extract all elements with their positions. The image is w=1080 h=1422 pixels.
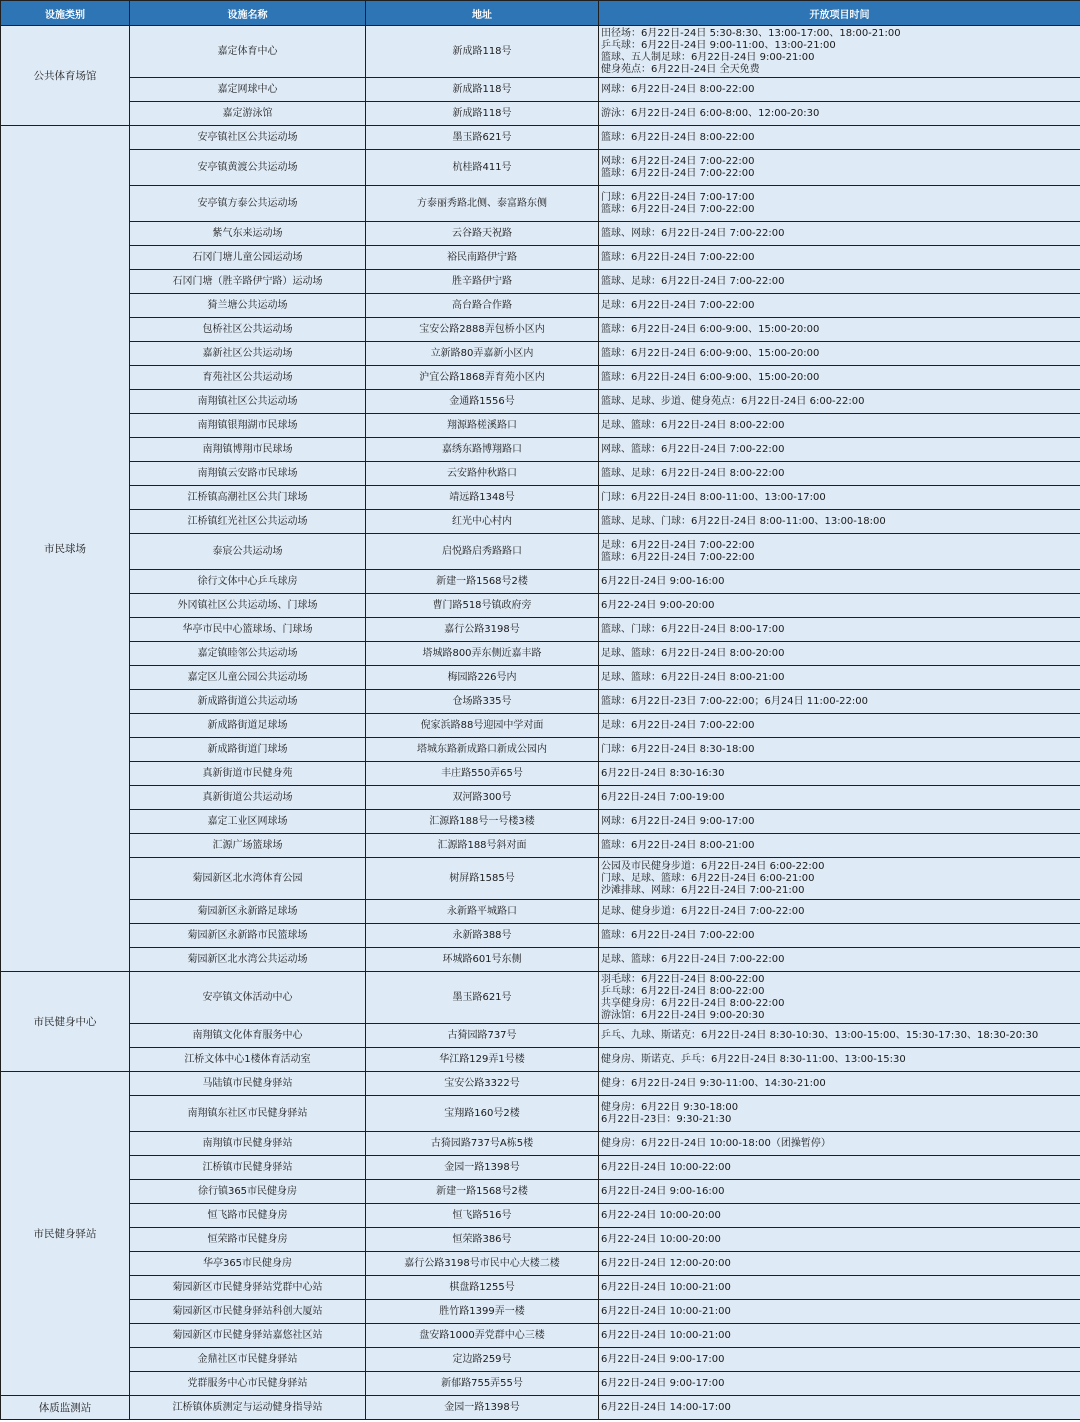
- address-cell: 恒荣路386号: [366, 1228, 599, 1252]
- address-cell: 塔城东路新成路口新成公园内: [366, 738, 599, 762]
- table-row: [1, 948, 1080, 972]
- address-cell: 新成路118号: [366, 26, 599, 78]
- schedule-cell: [599, 414, 1080, 438]
- schedule-cell: [599, 1252, 1080, 1276]
- category-cell: 体质监测站: [1, 1396, 130, 1420]
- schedule-line: 6月22日-24日 9:00-17:00: [601, 1353, 725, 1365]
- table-row: [1, 618, 1080, 642]
- schedule-cell: [599, 1072, 1080, 1096]
- table-row: [1, 126, 1080, 150]
- address-cell: 宝翔路160号2楼: [366, 1096, 599, 1132]
- schedule-line: 沙滩排球、网球：6月22日-24日 7:00-21:00: [601, 884, 805, 896]
- schedule-cell: [599, 186, 1080, 222]
- schedule-cell: [599, 972, 1080, 1024]
- schedule-cell: [599, 786, 1080, 810]
- schedule-line: 乒乓球：6月22日-24日 8:00-22:00: [601, 985, 765, 997]
- table-row: [1, 1252, 1080, 1276]
- schedule-line: 健身：6月22日-24日 9:30-11:00、14:30-21:00: [601, 1077, 826, 1089]
- address-cell: 云安路仲秋路口: [366, 462, 599, 486]
- table-row: [1, 1156, 1080, 1180]
- schedule-cell: [599, 342, 1080, 366]
- table-row: [1, 972, 1080, 1024]
- facility-name-cell: 南翔镇市民健身驿站: [130, 1132, 366, 1156]
- schedule-line: 6月22日-24日 12:00-20:00: [601, 1257, 731, 1269]
- table-row: [1, 1348, 1080, 1372]
- address-cell: 云谷路天祝路: [366, 222, 599, 246]
- header-name: 设施名称: [130, 1, 366, 26]
- facility-name-cell: 马陆镇市民健身驿站: [130, 1072, 366, 1096]
- schedule-cell: [599, 948, 1080, 972]
- facility-name-cell: 真新街道市民健身苑: [130, 762, 366, 786]
- schedule-line: 共享健身房：6月22日-24日 8:00-22:00: [601, 997, 785, 1009]
- address-cell: 双河路300号: [366, 786, 599, 810]
- schedule-line: 6月22-24日 10:00-20:00: [601, 1233, 721, 1245]
- facility-name-cell: 猗兰塘公共运动场: [130, 294, 366, 318]
- facility-name-cell: 恒荣路市民健身房: [130, 1228, 366, 1252]
- schedule-cell: [599, 1228, 1080, 1252]
- schedule-line: 篮球：6月22日-24日 7:00-22:00: [601, 167, 755, 179]
- address-cell: 棋盘路1255号: [366, 1276, 599, 1300]
- facility-name-cell: 嘉定区儿童公园公共运动场: [130, 666, 366, 690]
- schedule-cell: [599, 1324, 1080, 1348]
- schedule-line: 网球：6月22日-24日 7:00-22:00: [601, 155, 755, 167]
- address-cell: 金园一路1398号: [366, 1156, 599, 1180]
- address-cell: 梅园路226号内: [366, 666, 599, 690]
- facility-name-cell: 石冈门塘儿童公园运动场: [130, 246, 366, 270]
- schedule-cell: [599, 570, 1080, 594]
- table-row: [1, 294, 1080, 318]
- category-cell: 市民球场: [1, 126, 130, 972]
- schedule-cell: [599, 102, 1080, 126]
- schedule-cell: [599, 486, 1080, 510]
- address-cell: 新成路118号: [366, 102, 599, 126]
- table-row: [1, 78, 1080, 102]
- facility-name-cell: 包桥社区公共运动场: [130, 318, 366, 342]
- schedule-cell: [599, 1276, 1080, 1300]
- table-row: [1, 186, 1080, 222]
- facility-name-cell: 江桥镇红光社区公共运动场: [130, 510, 366, 534]
- table-row: [1, 1228, 1080, 1252]
- facility-name-cell: 外冈镇社区公共运动场、门球场: [130, 594, 366, 618]
- address-cell: 塔城路800弄东侧近嘉丰路: [366, 642, 599, 666]
- schedule-cell: [599, 738, 1080, 762]
- facility-name-cell: 南翔镇东社区市民健身驿站: [130, 1096, 366, 1132]
- facility-name-cell: 石冈门塘（胜辛路伊宁路）运动场: [130, 270, 366, 294]
- schedule-line: 6月22日-24日 14:00-17:00: [601, 1401, 731, 1413]
- table-row: [1, 1204, 1080, 1228]
- address-cell: 宝安公路3322号: [366, 1072, 599, 1096]
- facility-name-cell: 新成路街道门球场: [130, 738, 366, 762]
- schedule-cell: [599, 78, 1080, 102]
- schedule-line: 足球：6月22日-24日 7:00-22:00: [601, 719, 755, 731]
- table-row: [1, 858, 1080, 900]
- address-cell: 墨玉路621号: [366, 972, 599, 1024]
- address-cell: 胜竹路1399弄一楼: [366, 1300, 599, 1324]
- table-row: [1, 1372, 1080, 1396]
- schedule-line: 足球、篮球：6月22日-24日 7:00-22:00: [601, 953, 785, 965]
- address-cell: 嘉行公路3198号: [366, 618, 599, 642]
- schedule-line: 游泳：6月22日-24日 6:00-8:00、12:00-20:30: [601, 107, 820, 119]
- facility-name-cell: 江桥镇体质测定与运动健身指导站: [130, 1396, 366, 1420]
- schedule-cell: [599, 366, 1080, 390]
- facility-name-cell: 嘉新社区公共运动场: [130, 342, 366, 366]
- schedule-line: 6月22日-24日 10:00-21:00: [601, 1305, 731, 1317]
- header-hours: 开放项目时间: [599, 1, 1080, 26]
- table-row: [1, 270, 1080, 294]
- table-row: [1, 834, 1080, 858]
- address-cell: 丰庄路550弄65号: [366, 762, 599, 786]
- category-cell: 公共体育场馆: [1, 26, 130, 126]
- table-row: [1, 690, 1080, 714]
- table-row: [1, 1276, 1080, 1300]
- schedule-line: 篮球：6月22日-24日 7:00-22:00: [601, 929, 755, 941]
- table-row: [1, 1048, 1080, 1072]
- table-row: [1, 924, 1080, 948]
- schedule-line: 6月22日-24日 7:00-19:00: [601, 791, 725, 803]
- facility-name-cell: 南翔镇云安路市民球场: [130, 462, 366, 486]
- address-cell: 倪家浜路88号迎园中学对面: [366, 714, 599, 738]
- address-cell: 沪宜公路1868弄育苑小区内: [366, 366, 599, 390]
- schedule-cell: [599, 294, 1080, 318]
- schedule-cell: [599, 510, 1080, 534]
- table-row: [1, 1180, 1080, 1204]
- schedule-cell: [599, 270, 1080, 294]
- address-cell: 杭桂路411号: [366, 150, 599, 186]
- address-cell: 环城路601号东侧: [366, 948, 599, 972]
- table-row: [1, 462, 1080, 486]
- schedule-line: 乒乓球：6月22日-24日 9:00-11:00、13:00-21:00: [601, 39, 836, 51]
- schedule-line: 篮球：6月22日-24日 7:00-22:00: [601, 251, 755, 263]
- table-row: [1, 1096, 1080, 1132]
- schedule-line: 篮球：6月22日-24日 6:00-9:00、15:00-20:00: [601, 371, 820, 383]
- address-cell: 红光中心村内: [366, 510, 599, 534]
- facility-name-cell: 育苑社区公共运动场: [130, 366, 366, 390]
- facility-name-cell: 江桥镇高潮社区公共门球场: [130, 486, 366, 510]
- schedule-line: 健身房：6月22日 9:30-18:00: [601, 1101, 739, 1113]
- table-row: [1, 1396, 1080, 1420]
- address-cell: 盘安路1000弄党群中心三楼: [366, 1324, 599, 1348]
- schedule-line: 篮球、五人制足球：6月22日-24日 9:00-21:00: [601, 51, 815, 63]
- address-cell: 永新路388号: [366, 924, 599, 948]
- schedule-line: 门球：6月22日-24日 7:00-17:00: [601, 191, 755, 203]
- schedule-cell: [599, 810, 1080, 834]
- schedule-cell: [599, 246, 1080, 270]
- schedule-line: 篮球：6月22日-24日 7:00-22:00: [601, 551, 755, 563]
- schedule-line: 健身房、斯诺克、乒乓：6月22日-24日 8:30-11:00、13:00-15:30: [601, 1053, 906, 1065]
- schedule-cell: [599, 900, 1080, 924]
- schedule-line: 游泳馆：6月22日-24日 9:00-20:30: [601, 1009, 765, 1021]
- facility-name-cell: 新成路街道足球场: [130, 714, 366, 738]
- schedule-line: 6月22日-24日 9:00-17:00: [601, 1377, 725, 1389]
- address-cell: 金园一路1398号: [366, 1396, 599, 1420]
- schedule-line: 篮球：6月22日-24日 7:00-22:00: [601, 203, 755, 215]
- schedule-cell: [599, 1024, 1080, 1048]
- schedule-line: 6月22日-24日 9:00-16:00: [601, 575, 725, 587]
- table-row: [1, 642, 1080, 666]
- schedule-line: 足球、篮球：6月22日-24日 8:00-21:00: [601, 671, 785, 683]
- schedule-cell: [599, 834, 1080, 858]
- table-row: [1, 900, 1080, 924]
- schedule-line: 篮球、足球：6月22日-24日 8:00-22:00: [601, 467, 785, 479]
- schedule-line: 羽毛球：6月22日-24日 8:00-22:00: [601, 973, 765, 985]
- schedule-line: 篮球：6月22日-24日 8:00-22:00: [601, 131, 755, 143]
- facility-name-cell: 华亭365市民健身房: [130, 1252, 366, 1276]
- facility-name-cell: 安亭镇文体活动中心: [130, 972, 366, 1024]
- address-cell: 定边路259号: [366, 1348, 599, 1372]
- schedule-line: 田径场：6月22日-24日 5:30-8:30、13:00-17:00、18:00-21:00: [601, 27, 901, 39]
- table-row: [1, 666, 1080, 690]
- category-cell: 市民健身驿站: [1, 1072, 130, 1396]
- schedule-line: 6月22日-24日 9:00-16:00: [601, 1185, 725, 1197]
- schedule-cell: [599, 690, 1080, 714]
- table-row: [1, 342, 1080, 366]
- header-category: 设施类别: [1, 1, 130, 26]
- address-cell: 树屏路1585号: [366, 858, 599, 900]
- facility-name-cell: 菊园新区市民健身驿站党群中心站: [130, 1276, 366, 1300]
- facility-name-cell: 菊园新区市民健身驿站嘉悠社区站: [130, 1324, 366, 1348]
- address-cell: 汇源路188号斜对面: [366, 834, 599, 858]
- table-row: [1, 222, 1080, 246]
- table-row: [1, 438, 1080, 462]
- facility-name-cell: 菊园新区北水湾体育公园: [130, 858, 366, 900]
- schedule-line: 足球、篮球：6月22日-24日 8:00-22:00: [601, 419, 785, 431]
- facility-name-cell: 嘉定镇睦邻公共运动场: [130, 642, 366, 666]
- table-row: [1, 26, 1080, 78]
- table-row: [1, 318, 1080, 342]
- address-cell: 古猗园路737号: [366, 1024, 599, 1048]
- table-row: [1, 1324, 1080, 1348]
- schedule-line: 足球、健身步道：6月22日-24日 7:00-22:00: [601, 905, 805, 917]
- facility-name-cell: 嘉定网球中心: [130, 78, 366, 102]
- schedule-line: 6月22日-24日 10:00-21:00: [601, 1329, 731, 1341]
- schedule-cell: [599, 1180, 1080, 1204]
- schedule-cell: [599, 1048, 1080, 1072]
- facility-name-cell: 菊园新区永新路足球场: [130, 900, 366, 924]
- facility-name-cell: 新成路街道公共运动场: [130, 690, 366, 714]
- facility-name-cell: 安亭镇方泰公共运动场: [130, 186, 366, 222]
- schedule-cell: [599, 762, 1080, 786]
- table-row: [1, 102, 1080, 126]
- table-row: [1, 762, 1080, 786]
- schedule-cell: [599, 642, 1080, 666]
- schedule-line: 6月22-24日 10:00-20:00: [601, 1209, 721, 1221]
- table-row: [1, 570, 1080, 594]
- schedule-line: 篮球、网球：6月22日-24日 7:00-22:00: [601, 227, 785, 239]
- table-row: [1, 1300, 1080, 1324]
- schedule-cell: [599, 1096, 1080, 1132]
- facility-name-cell: 安亭镇黄渡公共运动场: [130, 150, 366, 186]
- schedule-cell: [599, 126, 1080, 150]
- schedule-line: 健身苑点：6月22日-24日 全天免费: [601, 63, 760, 75]
- address-cell: 新郁路755弄55号: [366, 1372, 599, 1396]
- facility-name-cell: 菊园新区永新路市民篮球场: [130, 924, 366, 948]
- schedule-line: 篮球、足球、门球：6月22日-24日 8:00-11:00、13:00-18:00: [601, 515, 886, 527]
- schedule-line: 6月22日-24日 10:00-21:00: [601, 1281, 731, 1293]
- schedule-line: 门球：6月22日-24日 8:00-11:00、13:00-17:00: [601, 491, 826, 503]
- schedule-cell: [599, 534, 1080, 570]
- table-row: [1, 150, 1080, 186]
- facility-name-cell: 紫气东来运动场: [130, 222, 366, 246]
- schedule-cell: [599, 666, 1080, 690]
- schedule-cell: [599, 438, 1080, 462]
- table-row: [1, 1132, 1080, 1156]
- address-cell: 新成路118号: [366, 78, 599, 102]
- table-row: [1, 1024, 1080, 1048]
- table-row: [1, 1072, 1080, 1096]
- schedule-line: 健身房：6月22日-24日 10:00-18:00（团操暂停）: [601, 1137, 831, 1149]
- address-cell: 靖远路1348号: [366, 486, 599, 510]
- schedule-line: 网球：6月22日-24日 8:00-22:00: [601, 83, 755, 95]
- header-row: [1, 1, 1080, 26]
- facility-name-cell: 江桥文体中心1楼体育活动室: [130, 1048, 366, 1072]
- address-cell: 金通路1556号: [366, 390, 599, 414]
- address-cell: 嘉绣东路博翔路口: [366, 438, 599, 462]
- schedule-line: 乒乓、九球、斯诺克：6月22日-24日 8:30-10:30、13:00-15:00、15:30-17:30、18:30-20:30: [601, 1029, 1039, 1041]
- address-cell: 高台路合作路: [366, 294, 599, 318]
- facility-name-cell: 真新街道公共运动场: [130, 786, 366, 810]
- table-body: [1, 26, 1080, 1420]
- address-cell: 墨玉路621号: [366, 126, 599, 150]
- schedule-cell: [599, 858, 1080, 900]
- address-cell: 嘉行公路3198号市民中心大楼二楼: [366, 1252, 599, 1276]
- address-cell: 华江路129弄1号楼: [366, 1048, 599, 1072]
- address-cell: 仓场路335号: [366, 690, 599, 714]
- schedule-cell: [599, 222, 1080, 246]
- address-cell: 立新路80弄嘉新小区内: [366, 342, 599, 366]
- address-cell: 古猗园路737号A栋5楼: [366, 1132, 599, 1156]
- table-row: [1, 486, 1080, 510]
- schedule-cell: [599, 618, 1080, 642]
- schedule-line: 篮球：6月22日-23日 7:00-22:00；6月24日 11:00-22:00: [601, 695, 868, 707]
- address-cell: 胜辛路伊宁路: [366, 270, 599, 294]
- schedule-line: 足球：6月22日-24日 7:00-22:00: [601, 299, 755, 311]
- facility-name-cell: 南翔镇文化体育服务中心: [130, 1024, 366, 1048]
- schedule-cell: [599, 1204, 1080, 1228]
- schedule-cell: [599, 594, 1080, 618]
- address-cell: 汇源路188号一号楼3楼: [366, 810, 599, 834]
- facility-name-cell: 南翔镇银翔湖市民球场: [130, 414, 366, 438]
- facility-name-cell: 安亭镇社区公共运动场: [130, 126, 366, 150]
- address-cell: 曹门路518号镇政府旁: [366, 594, 599, 618]
- table-row: [1, 810, 1080, 834]
- schedule-cell: [599, 1372, 1080, 1396]
- table-header: [1, 1, 1080, 26]
- facility-name-cell: 江桥镇市民健身驿站: [130, 1156, 366, 1180]
- schedule-line: 门球：6月22日-24日 8:30-18:00: [601, 743, 755, 755]
- schedule-line: 6月22日-24日 10:00-22:00: [601, 1161, 731, 1173]
- schedule-cell: [599, 390, 1080, 414]
- facility-name-cell: 南翔镇社区公共运动场: [130, 390, 366, 414]
- schedule-line: 门球、足球、篮球：6月22日-24日 6:00-21:00: [601, 872, 815, 884]
- schedule-cell: [599, 26, 1080, 78]
- address-cell: 裕民南路伊宁路: [366, 246, 599, 270]
- address-cell: 宝安公路2888弄包桥小区内: [366, 318, 599, 342]
- schedule-cell: [599, 1300, 1080, 1324]
- facility-name-cell: 嘉定游泳馆: [130, 102, 366, 126]
- schedule-cell: [599, 150, 1080, 186]
- table-row: [1, 714, 1080, 738]
- schedule-cell: [599, 924, 1080, 948]
- schedule-cell: [599, 1348, 1080, 1372]
- schedule-line: 足球：6月22日-24日 7:00-22:00: [601, 539, 755, 551]
- schedule-cell: [599, 462, 1080, 486]
- table-row: [1, 414, 1080, 438]
- table-row: [1, 390, 1080, 414]
- table-row: [1, 366, 1080, 390]
- facility-name-cell: 恒飞路市民健身房: [130, 1204, 366, 1228]
- schedule-line: 篮球、足球、步道、健身苑点：6月22日-24日 6:00-22:00: [601, 395, 865, 407]
- facility-name-cell: 汇源广场篮球场: [130, 834, 366, 858]
- facility-name-cell: 党群服务中心市民健身驿站: [130, 1372, 366, 1396]
- facility-name-cell: 菊园新区北水湾公共运动场: [130, 948, 366, 972]
- address-cell: 恒飞路516号: [366, 1204, 599, 1228]
- schedule-line: 公园及市民健身步道：6月22日-24日 6:00-22:00: [601, 860, 825, 872]
- schedule-line: 篮球、门球：6月22日-24日 8:00-17:00: [601, 623, 785, 635]
- address-cell: 方泰丽秀路北侧、泰富路东侧: [366, 186, 599, 222]
- address-cell: 翔源路槎溪路口: [366, 414, 599, 438]
- address-cell: 新建一路1568号2楼: [366, 570, 599, 594]
- schedule-cell: [599, 714, 1080, 738]
- category-cell: 市民健身中心: [1, 972, 130, 1072]
- facility-name-cell: 泰宸公共运动场: [130, 534, 366, 570]
- schedule-line: 6月22-24日 9:00-20:00: [601, 599, 715, 611]
- facility-name-cell: 菊园新区市民健身驿站科创大厦站: [130, 1300, 366, 1324]
- schedule-line: 篮球、足球：6月22日-24日 7:00-22:00: [601, 275, 785, 287]
- facility-name-cell: 嘉定工业区网球场: [130, 810, 366, 834]
- header-address: 地址: [366, 1, 599, 26]
- schedule-line: 篮球：6月22日-24日 6:00-9:00、15:00-20:00: [601, 347, 820, 359]
- schedule-line: 足球、篮球：6月22日-24日 8:00-20:00: [601, 647, 785, 659]
- facility-name-cell: 金鼎社区市民健身驿站: [130, 1348, 366, 1372]
- table-row: [1, 246, 1080, 270]
- facility-name-cell: 徐行文体中心乒乓球房: [130, 570, 366, 594]
- facility-name-cell: 华亭市民中心篮球场、门球场: [130, 618, 366, 642]
- table-row: [1, 510, 1080, 534]
- table-row: [1, 786, 1080, 810]
- schedule-line: 网球、篮球：6月22日-24日 7:00-22:00: [601, 443, 785, 455]
- schedule-line: 6月22日-23日：9:30-21:30: [601, 1113, 732, 1125]
- schedule-cell: [599, 318, 1080, 342]
- facility-name-cell: 徐行镇365市民健身房: [130, 1180, 366, 1204]
- facility-name-cell: 嘉定体育中心: [130, 26, 366, 78]
- address-cell: 新建一路1568号2楼: [366, 1180, 599, 1204]
- table-row: [1, 738, 1080, 762]
- schedule-line: 网球：6月22日-24日 9:00-17:00: [601, 815, 755, 827]
- schedule-line: 6月22日-24日 8:30-16:30: [601, 767, 725, 779]
- table-row: [1, 594, 1080, 618]
- schedule-cell: [599, 1156, 1080, 1180]
- address-cell: 启悦路启秀路路口: [366, 534, 599, 570]
- schedule-line: 篮球：6月22日-24日 8:00-21:00: [601, 839, 755, 851]
- schedule-line: 篮球：6月22日-24日 6:00-9:00、15:00-20:00: [601, 323, 820, 335]
- facility-name-cell: 南翔镇博翔市民球场: [130, 438, 366, 462]
- address-cell: 永新路平城路口: [366, 900, 599, 924]
- table-row: [1, 534, 1080, 570]
- schedule-cell: [599, 1132, 1080, 1156]
- schedule-cell: [599, 1396, 1080, 1420]
